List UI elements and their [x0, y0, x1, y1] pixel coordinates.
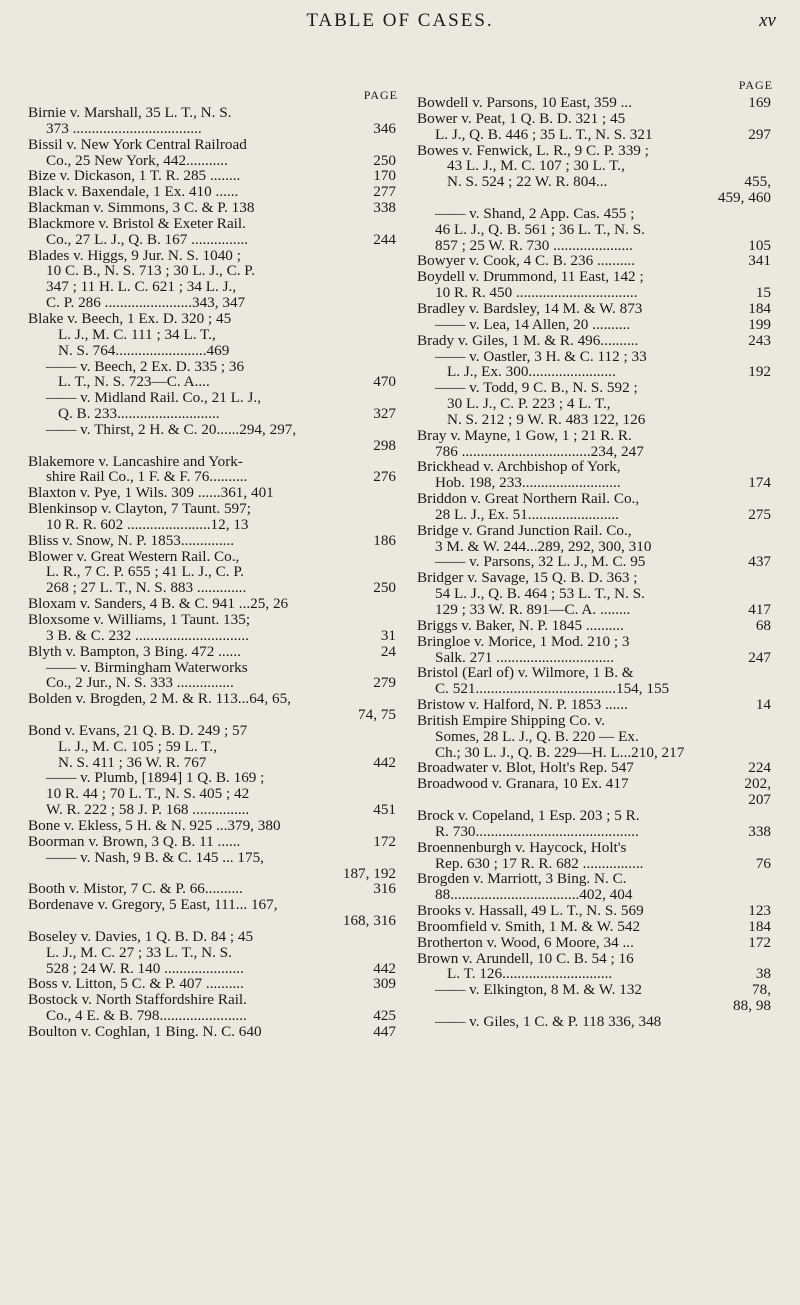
- case-citation: N. S. 764........................469: [58, 342, 230, 359]
- case-citation: Boss v. Litton, 5 C. & P. 407 ..........: [28, 976, 244, 993]
- page-column-label: PAGE: [363, 88, 398, 102]
- case-citation: Broomfield v. Smith, 1 M. & W. 542: [417, 918, 641, 935]
- case-entry-line: [417, 380, 775, 396]
- case-entry-line: [28, 739, 400, 755]
- page-ref: 275: [748, 506, 771, 523]
- page-ref: 455,: [744, 174, 771, 191]
- case-citation: 54 L. J., Q. B. 464 ; 53 L. T., N. S.: [435, 586, 645, 602]
- case-citation: Birnie v. Marshall, 35 L. T., N. S.: [28, 105, 232, 121]
- case-entry-line: [28, 279, 400, 295]
- case-citation: 168, 316: [342, 913, 396, 929]
- case-citation: 459, 460: [717, 190, 771, 206]
- page-ref: 244: [373, 231, 396, 248]
- case-citation: Blades v. Higgs, 9 Jur. N. S. 1040 ;: [28, 247, 241, 264]
- page-ref: 123: [748, 903, 771, 919]
- page-ref: 297: [748, 126, 771, 143]
- case-citation: L. T. 126.............................: [447, 966, 613, 983]
- case-citation: 786 ..................................234, 247: [435, 443, 644, 460]
- case-citation: 10 R. R. 602 ......................12, 13: [46, 516, 249, 533]
- case-citation: Bolden v. Brogden, 2 M. & R. 113...64, 65,: [28, 691, 291, 708]
- case-citation: Brogden v. Marriott, 3 Bing. N. C.: [417, 871, 627, 888]
- case-citation: N. S. 524 ; 22 W. R. 804...: [447, 174, 608, 191]
- right-column: [417, 78, 775, 1030]
- page-ref: 224: [748, 760, 771, 777]
- page-ref: 470: [373, 374, 396, 391]
- case-entry-line: [28, 675, 400, 691]
- case-entry-line: [417, 650, 775, 666]
- case-entry-line: [417, 174, 775, 190]
- case-citation: 298: [373, 437, 396, 454]
- case-citation: 28 L. J., Ex. 51........................: [435, 506, 619, 523]
- case-citation: —— v. Lea, 14 Allen, 20 ..........: [435, 316, 631, 333]
- case-entry-line: [28, 153, 400, 169]
- case-entry-line: [28, 961, 400, 977]
- page-ref: 447: [373, 1023, 396, 1040]
- page-ref: 184: [748, 300, 771, 317]
- case-citation: —— v. Birmingham Waterworks: [46, 659, 248, 676]
- case-entry-line: [417, 111, 775, 127]
- case-citation: 528 ; 24 W. R. 140 .....................: [46, 960, 244, 977]
- case-citation: Bowdell v. Parsons, 10 East, 359 ...: [417, 95, 633, 111]
- case-citation: Blenkinsop v. Clayton, 7 Taunt. 597;: [28, 501, 251, 517]
- case-citation: Black v. Baxendale, 1 Ex. 410 ......: [28, 184, 239, 201]
- case-entry-line: [28, 929, 400, 945]
- case-entry-line: [417, 840, 775, 856]
- page-ref: 202,: [744, 776, 771, 793]
- page-number: xv: [759, 10, 776, 31]
- page-ref: 174: [748, 475, 771, 492]
- case-citation: —— v. Giles, 1 C. & P. 118 336, 348: [435, 1013, 662, 1030]
- case-entry-line: [28, 945, 400, 961]
- case-entry-line: [28, 374, 400, 390]
- case-citation: 30 L. J., C. P. 223 ; 4 L. T.,: [447, 396, 611, 412]
- case-citation: W. R. 222 ; 58 J. P. 168 ...............: [46, 802, 250, 818]
- case-entry-line: [417, 618, 775, 634]
- case-citation: Brady v. Giles, 1 M. & R. 496..........: [417, 332, 639, 349]
- case-entry-line: [417, 444, 775, 460]
- page-ref: 425: [373, 1008, 396, 1024]
- case-entry-line: [417, 539, 775, 555]
- case-entry-line: [28, 469, 400, 485]
- case-entry-line: [28, 691, 400, 707]
- case-entry-line: [28, 850, 400, 866]
- case-citation: Ch.; 30 L. J., Q. B. 229—H. L...210, 217: [435, 744, 685, 761]
- case-entry-line: [417, 269, 775, 285]
- case-entry-line: [28, 723, 400, 739]
- case-entry-line: [28, 881, 400, 897]
- case-citation: Boydell v. Drummond, 11 East, 142 ;: [417, 269, 644, 286]
- page-ref: 186: [373, 532, 396, 549]
- case-citation: Bissil v. New York Central Railroad: [28, 136, 247, 153]
- case-citation: Broadwater v. Blot, Holt's Rep. 547: [417, 760, 634, 777]
- case-entry-line: [417, 729, 775, 745]
- case-entry-line: [417, 301, 775, 317]
- case-citation: C. 521.....................................154, 155: [435, 681, 670, 698]
- case-entry-line: [417, 349, 775, 365]
- case-entry-line: [417, 871, 775, 887]
- case-entry-line: [28, 327, 400, 343]
- page-ref: 243: [748, 332, 771, 349]
- case-entry-line: [28, 580, 400, 596]
- case-entry-line: [28, 422, 400, 438]
- case-entry-line: [28, 612, 400, 628]
- case-entry-line: [417, 285, 775, 301]
- case-citation: Blaxton v. Pye, 1 Wils. 309 ......361, 401: [28, 485, 274, 502]
- case-citation: Bostock v. North Staffordshire Rail.: [28, 992, 247, 1009]
- case-entry-line: [28, 184, 400, 200]
- case-entry-line: [28, 755, 400, 771]
- page-column-label: PAGE: [738, 78, 773, 92]
- case-citation: Briggs v. Baker, N. P. 1845 ..........: [417, 617, 624, 634]
- case-entry-line: [28, 913, 400, 929]
- case-citation: 46 L. J., Q. B. 561 ; 36 L. T., N. S.: [435, 221, 645, 238]
- case-citation: Rep. 630 ; 17 R. R. 682 ................: [435, 855, 644, 872]
- case-citation: Blyth v. Bampton, 3 Bing. 472 ......: [28, 643, 241, 660]
- case-entry-line: [417, 396, 775, 412]
- page-ref: 338: [373, 200, 396, 216]
- case-citation: Somes, 28 L. J., Q. B. 220 — Ex.: [435, 728, 639, 745]
- case-citation: Hob. 198, 233..........................: [435, 475, 621, 492]
- case-entry-line: [417, 919, 775, 935]
- case-citation: —— v. Plumb, [1894] 1 Q. B. 169 ;: [46, 770, 265, 787]
- case-citation: L. J., M. C. 105 ; 59 L. T.,: [58, 738, 217, 755]
- page-ref: 276: [373, 469, 396, 486]
- case-citation: Bower v. Peat, 1 Q. B. D. 321 ; 45: [417, 110, 626, 127]
- case-entry-line: [417, 317, 775, 333]
- page-ref: 309: [373, 976, 396, 993]
- page-ref: 31: [380, 627, 396, 644]
- case-entry-line: [417, 792, 775, 808]
- case-citation: —— v. Parsons, 32 L. J., M. C. 95: [435, 554, 646, 571]
- case-entry-line: [417, 681, 775, 697]
- case-citation: Bristow v. Halford, N. P. 1853 ......: [417, 697, 628, 713]
- case-entry-line: [28, 121, 400, 137]
- case-citation: Bridger v. Savage, 15 Q. B. D. 363 ;: [417, 570, 638, 587]
- case-entry-line: [28, 406, 400, 422]
- case-citation: C. P. 286 .......................343, 347: [46, 295, 246, 311]
- case-citation: Q. B. 233...........................: [58, 406, 220, 422]
- case-citation: 43 L. J., M. C. 107 ; 30 L. T.,: [447, 158, 625, 175]
- case-entry-line: [28, 786, 400, 802]
- case-citation: —— v. Todd, 9 C. B., N. S. 592 ;: [435, 380, 638, 397]
- case-entry-line: [417, 935, 775, 951]
- case-entry-line: [28, 644, 400, 660]
- case-citation: 857 ; 25 W. R. 730 .....................: [435, 237, 633, 254]
- case-entry-line: [417, 776, 775, 792]
- case-citation: Broadwood v. Granara, 10 Ex. 417: [417, 776, 629, 793]
- case-entry-line: [28, 834, 400, 850]
- case-citation: Co., 27 L. J., Q. B. 167 ...............: [46, 231, 249, 248]
- case-citation: 10 C. B., N. S. 713 ; 30 L. J., C. P.: [46, 263, 255, 280]
- case-citation: 129 ; 33 W. R. 891—C. A. ........: [435, 602, 631, 618]
- case-citation: 347 ; 11 H. L. C. 621 ; 34 L. J.,: [46, 279, 237, 296]
- case-entry-line: [28, 818, 400, 834]
- case-citation: Boorman v. Brown, 3 Q. B. 11 ......: [28, 833, 241, 850]
- case-citation: —— v. Elkington, 8 M. & W. 132: [435, 982, 643, 999]
- case-entry-line: [28, 232, 400, 248]
- case-entry-line: [28, 454, 400, 470]
- case-citation: Booth v. Mistor, 7 C. & P. 66..........: [28, 881, 243, 898]
- case-entry-line: [417, 808, 775, 824]
- case-entry-line: [417, 206, 775, 222]
- case-citation: Bringloe v. Morice, 1 Mod. 210 ; 3: [417, 633, 630, 650]
- case-entry-line: [417, 697, 775, 713]
- case-entry-line: [417, 428, 775, 444]
- case-citation: Blackmore v. Bristol & Exeter Rail.: [28, 215, 246, 232]
- case-citation: Brown v. Arundell, 10 C. B. 54 ; 16: [417, 950, 634, 967]
- case-entry-line: [28, 897, 400, 913]
- case-citation: Briddon v. Great Northern Rail. Co.,: [417, 491, 640, 507]
- case-citation: Blakemore v. Lancashire and York-: [28, 453, 243, 470]
- case-citation: Boseley v. Davies, 1 Q. B. D. 84 ; 45: [28, 928, 254, 945]
- page-ref: 172: [373, 833, 396, 850]
- case-entry-line: [417, 127, 775, 143]
- case-entry-line: [417, 364, 775, 380]
- case-entry-line: [28, 485, 400, 501]
- case-entry-line: [28, 1024, 400, 1040]
- case-citation: Bray v. Mayne, 1 Gow, 1 ; 21 R. R.: [417, 427, 632, 444]
- case-entry-line: [417, 903, 775, 919]
- case-entry-line: [417, 760, 775, 776]
- case-citation: Bridge v. Grand Junction Rail. Co.,: [417, 522, 632, 539]
- page-ref: 451: [373, 802, 396, 818]
- case-entry-line: [417, 190, 775, 206]
- case-entry-line: [417, 586, 775, 602]
- case-entry-line: [417, 824, 775, 840]
- case-entry-line: [417, 602, 775, 618]
- case-citation: Bone v. Ekless, 5 H. & N. 925 ...379, 380: [28, 817, 281, 834]
- page-ref: 277: [373, 184, 396, 201]
- page-title: TABLE OF CASES.: [306, 10, 494, 31]
- page-ref: 338: [748, 823, 771, 840]
- case-citation: L. J., Ex. 300.......................: [447, 364, 616, 381]
- case-citation: L. J., M. C. 27 ; 33 L. T., N. S.: [46, 944, 232, 961]
- page-ref: 279: [373, 675, 396, 692]
- case-entry-line: [28, 359, 400, 375]
- case-entry-line: [28, 533, 400, 549]
- case-citation: —— v. Midland Rail. Co., 21 L. J.,: [46, 390, 262, 407]
- case-entry-line: [28, 311, 400, 327]
- page-ref: 199: [748, 316, 771, 333]
- case-citation: Brooks v. Hassall, 49 L. T., N. S. 569: [417, 903, 644, 919]
- case-entry-line: [417, 491, 775, 507]
- case-citation: 207: [748, 792, 771, 808]
- case-entry-line: [28, 438, 400, 454]
- page-ref: 78,: [752, 982, 771, 999]
- page-ref: 68: [755, 617, 771, 634]
- page-ref: 346: [373, 120, 396, 137]
- case-citation: Bize v. Dickason, 1 T. R. 285 ........: [28, 168, 241, 185]
- case-entry-line: [28, 263, 400, 279]
- case-entry-line: [417, 713, 775, 729]
- case-citation: Co., 4 E. & B. 798.......................: [46, 1008, 247, 1024]
- case-citation: Co., 2 Jur., N. S. 333 ...............: [46, 675, 234, 692]
- case-citation: R. 730...........................................: [435, 823, 639, 840]
- case-entry-line: [28, 992, 400, 1008]
- case-citation: Brock v. Copeland, 1 Esp. 203 ; 5 R.: [417, 807, 640, 824]
- case-citation: Co., 25 New York, 442...........: [46, 152, 228, 169]
- case-entry-line: [417, 856, 775, 872]
- case-citation: 10 R. R. 450 ................................: [435, 285, 638, 301]
- case-citation: Salk. 271 ...............................: [435, 649, 614, 666]
- case-citation: 10 R. 44 ; 70 L. T., N. S. 405 ; 42: [46, 786, 250, 803]
- case-citation: Bond v. Evans, 21 Q. B. D. 249 ; 57: [28, 722, 248, 739]
- case-citation: —— v. Beech, 2 Ex. D. 335 ; 36: [46, 358, 245, 375]
- case-entry-line: [417, 95, 775, 111]
- case-entry-line: [28, 596, 400, 612]
- case-entry-line: [28, 105, 400, 121]
- case-entry-line: [417, 523, 775, 539]
- case-entry-line: [417, 333, 775, 349]
- case-citation: Bowyer v. Cook, 4 C. B. 236 ..........: [417, 253, 635, 270]
- page-ref: 327: [373, 406, 396, 422]
- case-citation: Bliss v. Snow, N. P. 1853..............: [28, 532, 235, 549]
- case-citation: L. R., 7 C. P. 655 ; 41 L. J., C. P.: [46, 564, 244, 581]
- case-citation: 88, 98: [733, 998, 771, 1014]
- page-ref: 15: [755, 285, 771, 301]
- page-ref: 437: [748, 554, 771, 571]
- case-citation: —— v. Shand, 2 App. Cas. 455 ;: [435, 205, 635, 222]
- case-entry-line: [417, 507, 775, 523]
- case-entry-line: [417, 238, 775, 254]
- case-citation: Blake v. Beech, 1 Ex. D. 320 ; 45: [28, 310, 232, 327]
- case-entry-line: [417, 1014, 775, 1030]
- case-entry-line: [28, 660, 400, 676]
- case-citation: 3 M. & W. 244...289, 292, 300, 310: [435, 538, 652, 555]
- case-citation: 88..................................402, 404: [435, 887, 633, 904]
- page-ref: 417: [748, 602, 771, 618]
- case-citation: L. J., Q. B. 446 ; 35 L. T., N. S. 321: [435, 126, 653, 143]
- case-entry-line: [417, 253, 775, 269]
- case-entry-line: [417, 475, 775, 491]
- case-citation: 74, 75: [358, 707, 396, 723]
- page-ref: 442: [373, 754, 396, 771]
- page-ref: 172: [748, 934, 771, 951]
- case-entry-line: [28, 1008, 400, 1024]
- case-citation: 3 B. & C. 232 ..............................: [46, 627, 249, 644]
- case-entry-line: [28, 137, 400, 153]
- case-entry-line: [28, 517, 400, 533]
- case-citation: Bordenave v. Gregory, 5 East, 111... 167,: [28, 897, 278, 914]
- page-ref: 316: [373, 881, 396, 898]
- case-citation: N. S. 411 ; 36 W. R. 767: [58, 754, 207, 771]
- page-ref: 184: [748, 918, 771, 935]
- page-ref: 170: [373, 168, 396, 185]
- case-entry-line: [28, 802, 400, 818]
- case-entry-line: [417, 745, 775, 761]
- case-entry-line: [28, 248, 400, 264]
- case-entry-line: [28, 707, 400, 723]
- case-citation: 373 ..................................: [46, 120, 202, 137]
- case-citation: 187, 192: [342, 865, 396, 882]
- case-citation: Bristol (Earl of) v. Wilmore, 1 B. &: [417, 665, 634, 682]
- case-entry-line: [28, 976, 400, 992]
- case-entry-line: [417, 143, 775, 159]
- case-citation: Broennenburgh v. Haycock, Holt's: [417, 839, 627, 856]
- case-citation: L. T., N. S. 723—C. A....: [58, 374, 210, 391]
- case-entry-line: [28, 628, 400, 644]
- page-ref: 250: [373, 580, 396, 597]
- case-entry-line: [28, 501, 400, 517]
- case-entry-line: [417, 887, 775, 903]
- page-ref: 192: [748, 364, 771, 381]
- page-ref: 14: [755, 697, 771, 713]
- case-citation: Boulton v. Coghlan, 1 Bing. N. C. 640: [28, 1023, 262, 1040]
- case-entry-line: [417, 966, 775, 982]
- case-citation: Bowes v. Fenwick, L. R., 9 C. P. 339 ;: [417, 142, 649, 159]
- case-entry-line: [417, 222, 775, 238]
- left-column: [28, 88, 400, 1040]
- page-ref: 341: [748, 253, 771, 270]
- case-citation: —— v. Thirst, 2 H. & C. 20......294, 297,: [46, 421, 297, 438]
- case-entry-line: [28, 343, 400, 359]
- case-entry-line: [28, 564, 400, 580]
- page-ref: 105: [748, 237, 771, 254]
- case-entry-line: [417, 158, 775, 174]
- case-entry-line: [417, 951, 775, 967]
- case-entry-line: [28, 295, 400, 311]
- case-entry-line: [417, 554, 775, 570]
- page-ref: 24: [380, 643, 396, 660]
- case-entry-line: [417, 665, 775, 681]
- case-citation: shire Rail Co., 1 F. & F. 76..........: [46, 469, 248, 486]
- case-entry-line: [28, 200, 400, 216]
- running-header: [0, 6, 800, 36]
- case-entry-line: [417, 634, 775, 650]
- case-citation: —— v. Nash, 9 B. & C. 145 ... 175,: [46, 849, 264, 866]
- case-citation: Brickhead v. Archbishop of York,: [417, 459, 621, 476]
- case-citation: Brotherton v. Wood, 6 Moore, 34 ...: [417, 934, 634, 951]
- case-citation: Bloxsome v. Williams, 1 Taunt. 135;: [28, 612, 251, 628]
- case-entry-line: [28, 770, 400, 786]
- page-ref: 76: [755, 855, 771, 872]
- case-entry-line: [28, 866, 400, 882]
- page-ref: 250: [373, 152, 396, 169]
- case-entry-line: [28, 168, 400, 184]
- case-entry-line: [28, 216, 400, 232]
- page-ref: 169: [748, 95, 771, 111]
- page-ref: 247: [748, 649, 771, 666]
- case-entry-line: [417, 459, 775, 475]
- case-citation: —— v. Oastler, 3 H. & C. 112 ; 33: [435, 348, 647, 365]
- case-citation: N. S. 212 ; 9 W. R. 483 122, 126: [447, 411, 646, 428]
- case-citation: L. J., M. C. 111 ; 34 L. T.,: [58, 326, 216, 343]
- case-entry-line: [28, 549, 400, 565]
- case-entry-line: [28, 390, 400, 406]
- page-ref: 442: [373, 960, 396, 977]
- case-citation: 268 ; 27 L. T., N. S. 883 .............: [46, 580, 247, 597]
- case-entry-line: [417, 982, 775, 998]
- case-entry-line: [417, 570, 775, 586]
- case-citation: Bloxam v. Sanders, 4 B. & C. 941 ...25, 26: [28, 596, 289, 612]
- case-citation: Bradley v. Bardsley, 14 M. & W. 873: [417, 300, 643, 317]
- case-citation: Blower v. Great Western Rail. Co.,: [28, 548, 240, 565]
- case-entry-line: [417, 412, 775, 428]
- page-ref: 38: [755, 966, 771, 983]
- case-entry-line: [417, 998, 775, 1014]
- case-citation: British Empire Shipping Co. v.: [417, 712, 606, 729]
- case-citation: Blackman v. Simmons, 3 C. & P. 138: [28, 200, 255, 216]
